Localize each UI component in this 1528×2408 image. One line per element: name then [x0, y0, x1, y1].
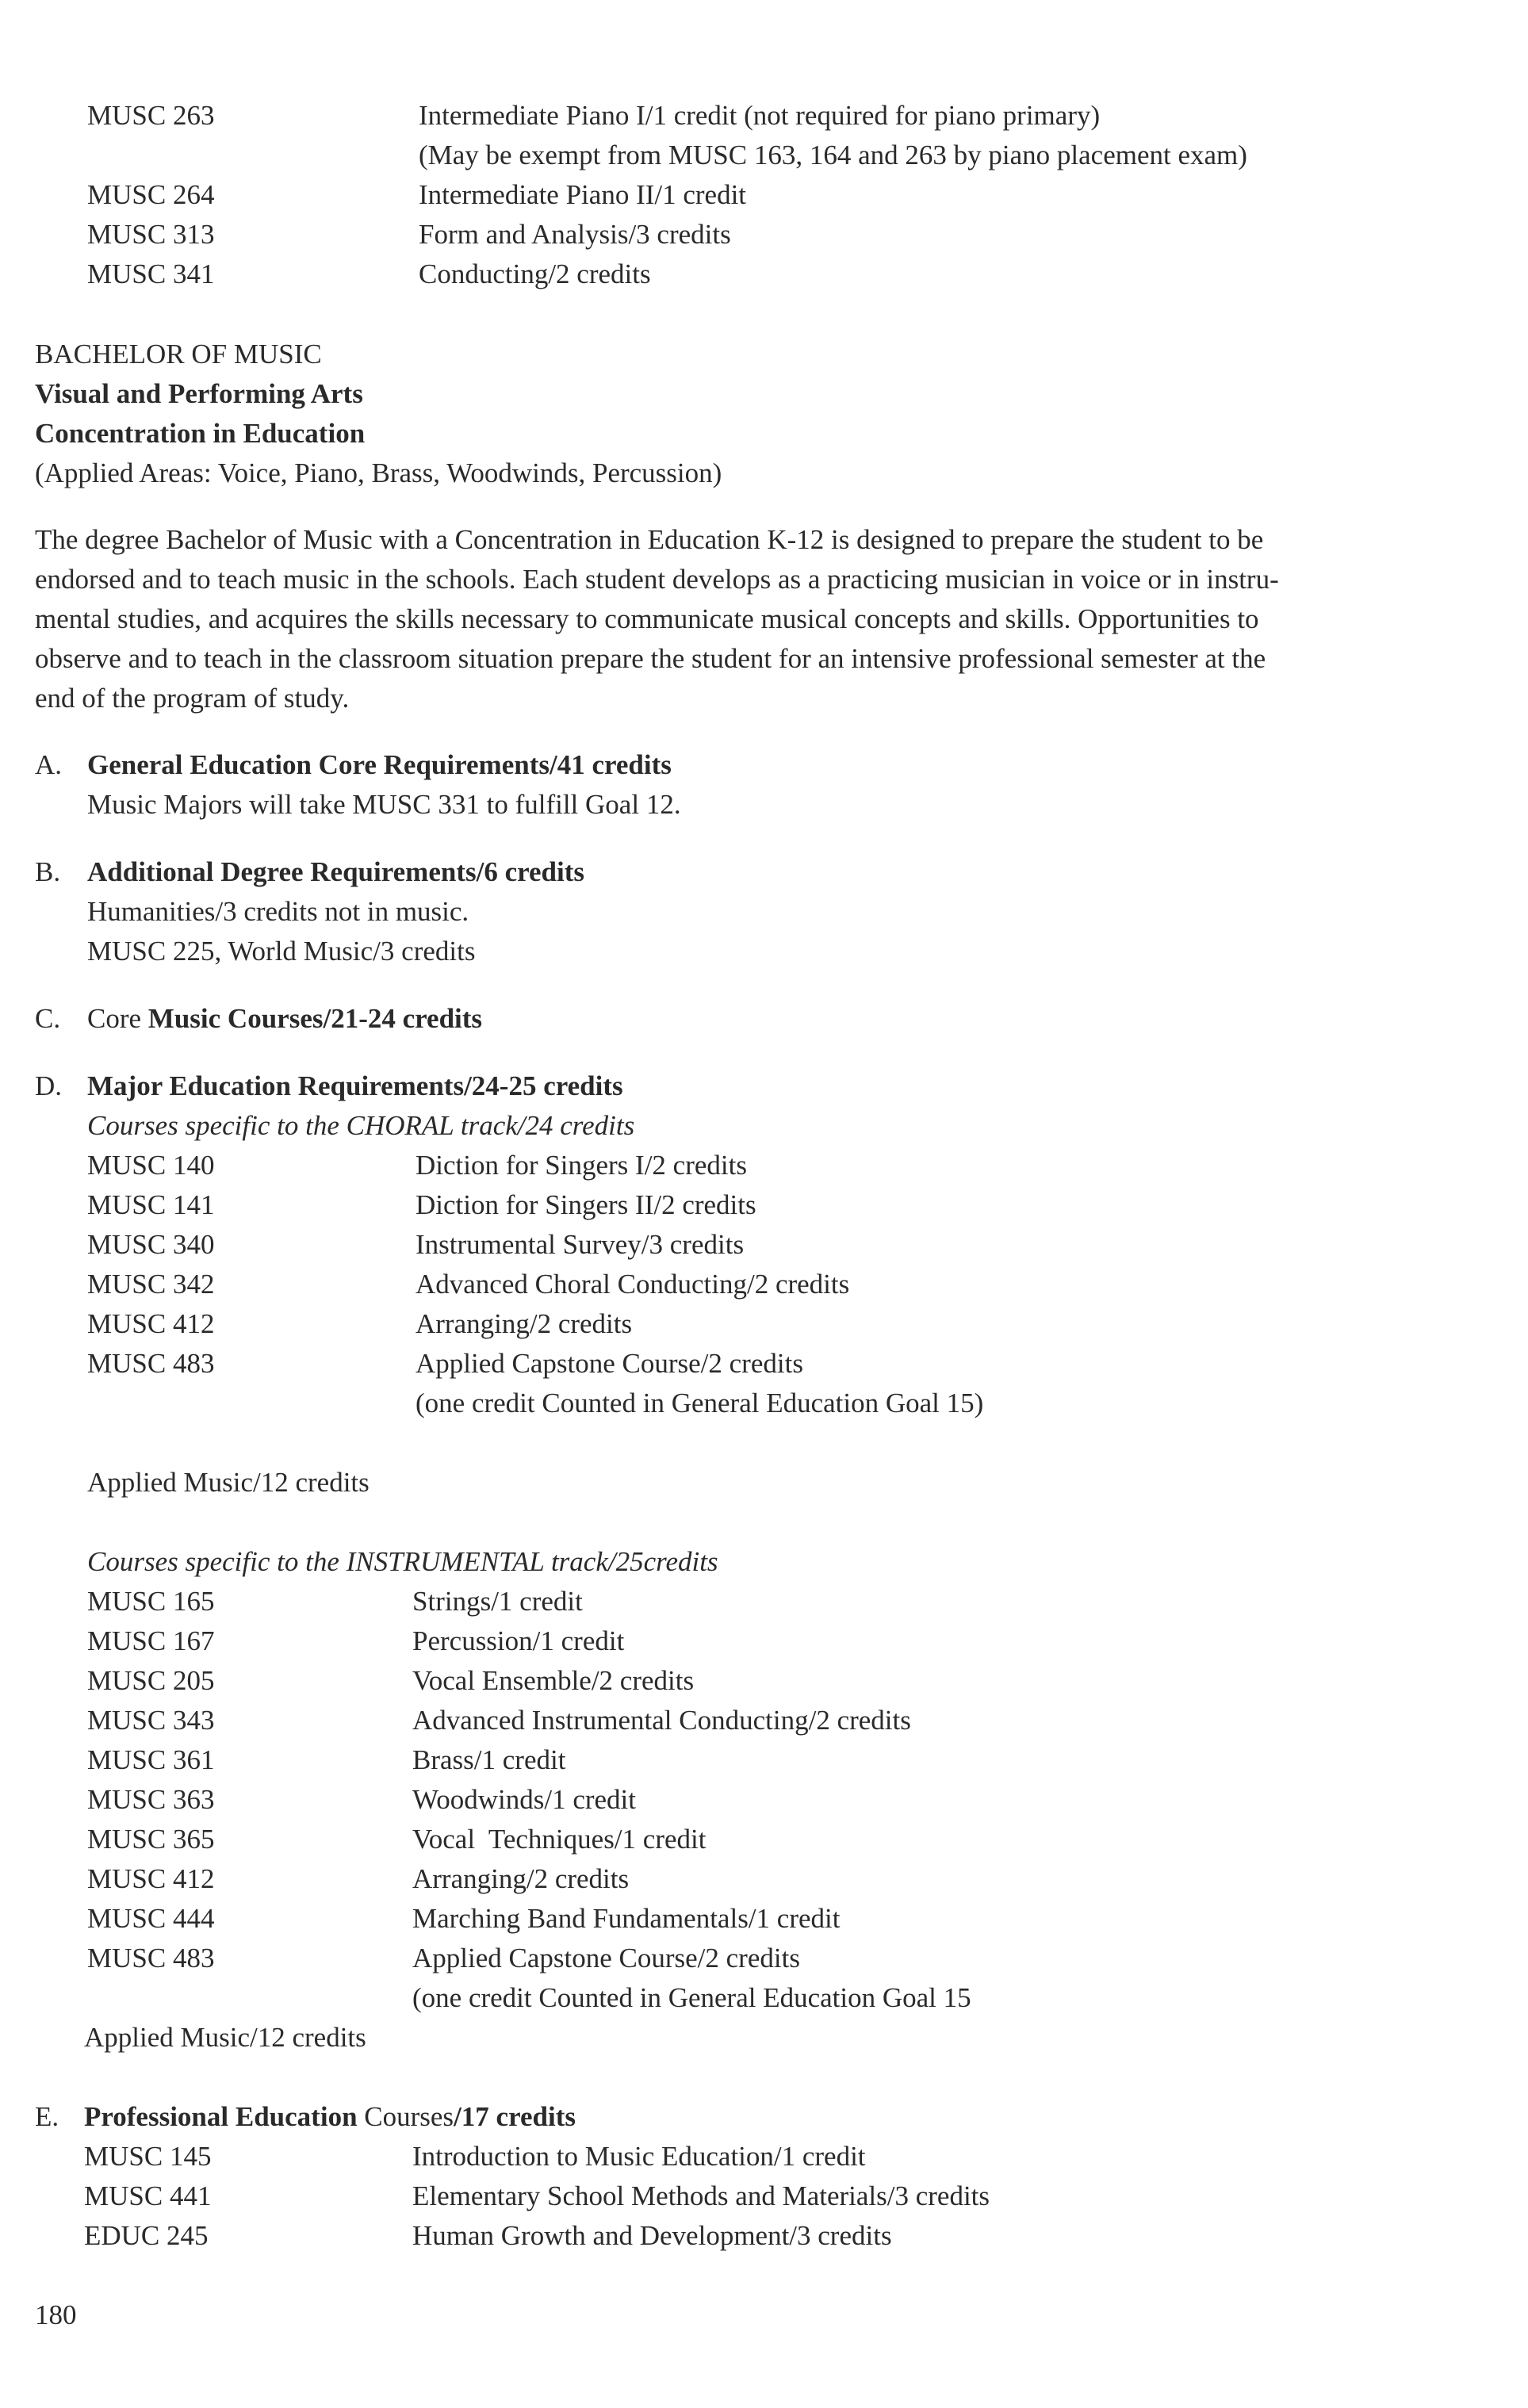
description-line: observe and to teach in the classroom situation prepare the student for an intensive professional semester at the: [35, 643, 1266, 674]
course-code: MUSC 264: [87, 179, 215, 210]
course-title: Arranging/2 credits: [412, 1863, 630, 1894]
course-title: Applied Capstone Course/2 credits: [416, 1348, 803, 1379]
choral-track-heading: Courses specific to the CHORAL track/24 credits: [87, 1110, 635, 1141]
course-code: EDUC 245: [84, 2220, 209, 2251]
section-line: MUSC 225, World Music/3 credits: [87, 936, 476, 967]
course-code: MUSC 340: [87, 1229, 215, 1260]
section-letter: D.: [35, 1070, 63, 1101]
course-title: Instrumental Survey/3 credits: [416, 1229, 745, 1260]
course-note: (May be exempt from MUSC 163, 164 and 263 by piano placement exam): [419, 140, 1247, 170]
course-title: Intermediate Piano I/1 credit (not required for piano primary): [419, 100, 1101, 131]
description-line: mental studies, and acquires the skills necessary to communicate musical concepts and skills. Opportunities to: [35, 603, 1259, 634]
course-title: Elementary School Methods and Materials/3 credits: [412, 2180, 990, 2211]
degree-applied-areas: (Applied Areas: Voice, Piano, Brass, Woodwinds, Percussion): [35, 457, 722, 488]
course-title: Human Growth and Development/3 credits: [412, 2220, 892, 2251]
course-code: MUSC 361: [87, 1744, 215, 1775]
course-code: MUSC 483: [87, 1943, 215, 1973]
course-title: Intermediate Piano II/1 credit: [419, 179, 747, 210]
degree-heading: BACHELOR OF MUSIC: [35, 339, 322, 369]
instrumental-applied-music: Applied Music/12 credits: [84, 2022, 366, 2053]
section-line: Humanities/3 credits not in music.: [87, 896, 469, 927]
degree-area: Visual and Performing Arts: [35, 378, 363, 409]
course-title: Introduction to Music Education/1 credit: [412, 2141, 866, 2172]
course-code: MUSC 141: [87, 1189, 215, 1220]
course-note: (one credit Counted in General Education Goal 15: [412, 1982, 971, 2013]
course-title: Brass/1 credit: [412, 1744, 566, 1775]
course-code: MUSC 145: [84, 2141, 212, 2172]
section-title-bold: Professional Education: [84, 2101, 365, 2132]
course-code: MUSC 165: [87, 1586, 215, 1617]
course-title: Advanced Instrumental Conducting/2 credits: [412, 1705, 911, 1736]
course-code: MUSC 140: [87, 1150, 215, 1181]
section-title-bold: Music Courses/21-24 credits: [147, 1003, 483, 1034]
course-title: Vocal Techniques/1 credit: [412, 1824, 707, 1855]
section-letter: E.: [35, 2101, 59, 2132]
course-code: MUSC 412: [87, 1308, 215, 1339]
section-line: Music Majors will take MUSC 331 to fulfill Goal 12.: [87, 789, 681, 820]
course-title: Strings/1 credit: [412, 1586, 583, 1617]
course-title: Form and Analysis/3 credits: [419, 219, 731, 250]
instrumental-track-heading: Courses specific to the INSTRUMENTAL track/25credits: [87, 1546, 718, 1577]
course-title: Woodwinds/1 credit: [412, 1784, 636, 1815]
section-letter: A.: [35, 749, 63, 780]
course-code: MUSC 444: [87, 1903, 215, 1934]
course-code: MUSC 343: [87, 1705, 215, 1736]
degree-concentration: Concentration in Education: [35, 418, 366, 449]
course-title: Diction for Singers II/2 credits: [416, 1189, 756, 1220]
section-title: General Education Core Requirements/41 credits: [87, 749, 672, 780]
course-title: Diction for Singers I/2 credits: [416, 1150, 747, 1181]
section-letter: C.: [35, 1003, 61, 1034]
course-code: MUSC 205: [87, 1665, 215, 1696]
section-title-bold: /17 credits: [454, 2101, 576, 2132]
section-title: [87, 999, 482, 1039]
course-title: Arranging/2 credits: [416, 1308, 633, 1339]
course-code: MUSC 167: [87, 1625, 215, 1656]
course-code: MUSC 365: [87, 1824, 215, 1855]
course-title: Marching Band Fundamentals/1 credit: [412, 1903, 841, 1934]
course-title: Percussion/1 credit: [412, 1625, 625, 1656]
course-title: Conducting/2 credits: [419, 258, 651, 289]
course-code: MUSC 313: [87, 219, 215, 250]
course-code: MUSC 483: [87, 1348, 215, 1379]
course-code: MUSC 342: [87, 1269, 215, 1300]
section-title-plain: Courses: [364, 2101, 454, 2132]
section-title-plain: Core: [87, 1003, 148, 1034]
section-title: Additional Degree Requirements/6 credits: [87, 856, 585, 887]
course-code: MUSC 363: [87, 1784, 215, 1815]
course-title: Applied Capstone Course/2 credits: [412, 1943, 800, 1973]
course-code: MUSC 412: [87, 1863, 215, 1894]
section-letter: B.: [35, 856, 61, 887]
course-note: (one credit Counted in General Education Goal 15): [416, 1388, 984, 1418]
course-title: Advanced Choral Conducting/2 credits: [416, 1269, 850, 1300]
description-line: The degree Bachelor of Music with a Concentration in Education K-12 is designed to prepare the student to be: [35, 524, 1264, 555]
section-title: [84, 2097, 576, 2137]
course-title: Vocal Ensemble/2 credits: [412, 1665, 695, 1696]
course-code: MUSC 263: [87, 100, 215, 131]
choral-applied-music: Applied Music/12 credits: [87, 1467, 370, 1498]
course-code: MUSC 441: [84, 2180, 212, 2211]
page-number: 180: [35, 2299, 77, 2330]
course-code: MUSC 341: [87, 258, 215, 289]
section-title: Major Education Requirements/24-25 credits: [87, 1070, 623, 1101]
description-line: endorsed and to teach music in the schools. Each student develops as a practicing musician in voice or in instru-: [35, 564, 1279, 595]
description-line: end of the program of study.: [35, 683, 350, 714]
